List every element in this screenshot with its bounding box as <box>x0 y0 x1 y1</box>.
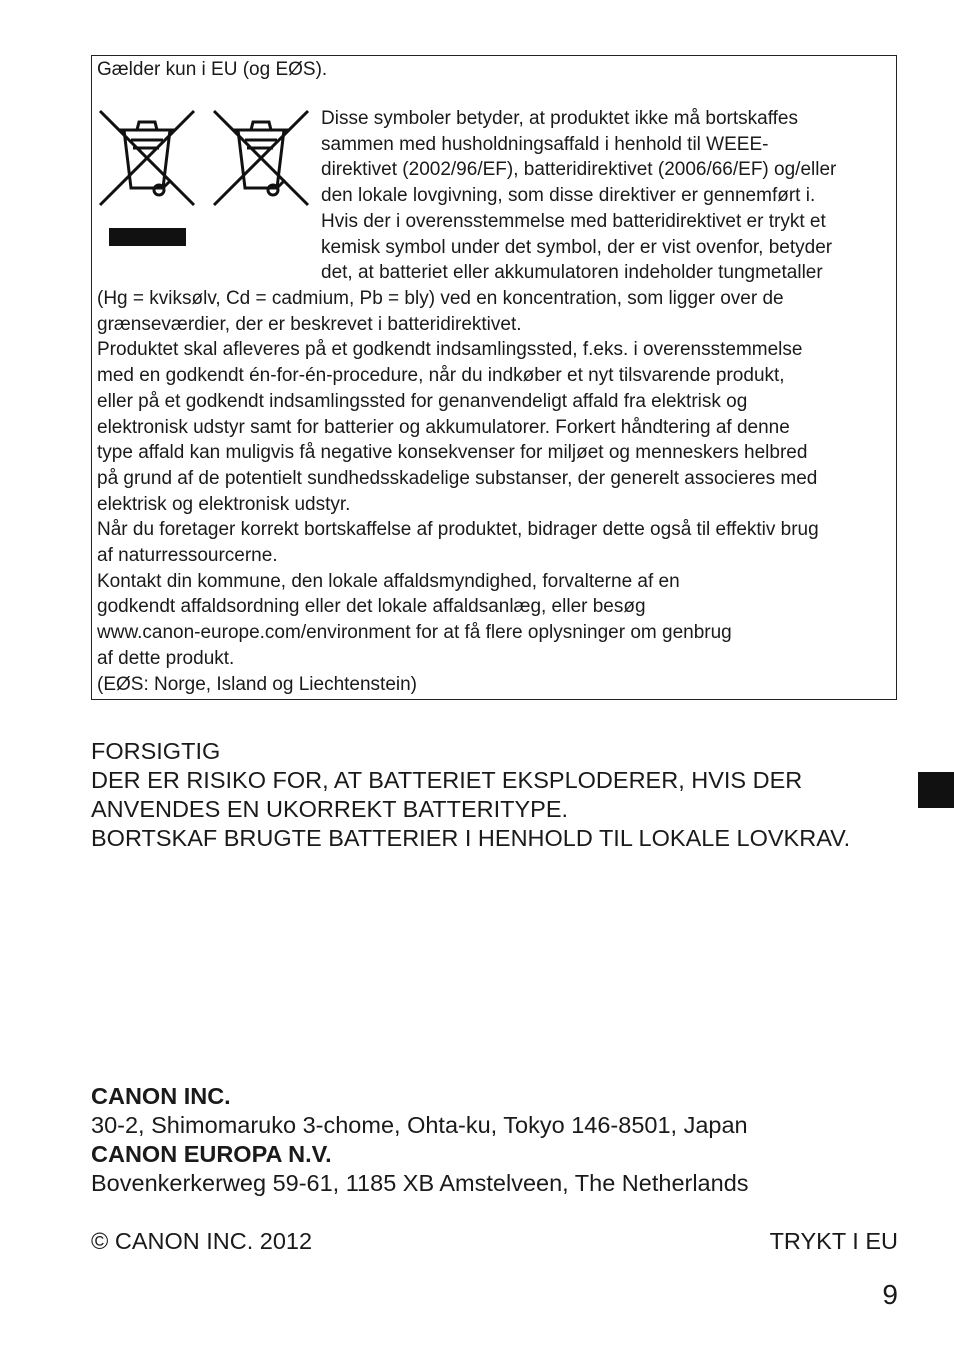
body-line: (EØS: Norge, Island og Liechtenstein) <box>97 673 418 695</box>
copyright-notice: © CANON INC. 2012 <box>91 1228 313 1254</box>
body-line: godkendt affaldsordning eller det lokale affaldsanlæg, eller besøg <box>97 596 646 618</box>
chemical-symbol-bar <box>109 228 186 246</box>
intro-line: den lokale lovgivning, som disse direktiver er gennemført i. <box>321 185 816 207</box>
intro-line: Disse symboler betyder, at produktet ikke må bortskaffes <box>321 108 798 129</box>
body-line: med en godkendt én-for-én-procedure, når du indkøber et nyt tilsvarende produkt, <box>97 365 785 387</box>
weee-heading: Gælder kun i EU (og EØS). <box>97 59 328 80</box>
warning-line: DER ER RISIKO FOR, AT BATTERIET EKSPLODERER, HVIS DER <box>91 767 803 793</box>
body-line: elektronisk udstyr samt for batterier og akkumulatorer. Forkert håndtering af denne <box>97 416 790 438</box>
page-number: 9 <box>882 1279 898 1310</box>
body-line: eller på et godkendt indsamlingssted for genanvendeligt affald fra elektrisk og <box>97 390 748 412</box>
body-line: af naturressourcerne. <box>97 545 278 567</box>
body-line: www.canon-europe.com/environment for at få flere oplysninger om genbrug <box>97 622 732 644</box>
body-line: af dette produkt. <box>97 647 235 669</box>
body-line: Kontakt din kommune, den lokale affaldsmyndighed, forvalterne af en <box>97 570 680 592</box>
crossed-out-wheelie-bin-icon <box>211 108 311 208</box>
body-line: grænseværdier, der er beskrevet i batteridirektivet. <box>97 313 522 335</box>
printed-in-notice: TRYKT I EU <box>769 1228 898 1254</box>
warning-line: ANVENDES EN UKORREKT BATTERITYPE. <box>91 796 569 822</box>
company-name: CANON EUROPA N.V. <box>91 1141 332 1167</box>
body-line: Produktet skal afleveres på et godkendt indsamlingssted, f.eks. i overensstemmelse <box>97 339 803 361</box>
weee-body-text <box>97 286 819 697</box>
warning-line: BORTSKAF BRUGTE BATTERIER I HENHOLD TIL LOKALE LOVKRAV. <box>91 825 851 851</box>
crossed-out-wheelie-bin-icon <box>97 108 197 208</box>
weee-intro-text <box>321 106 836 286</box>
company-addresses <box>91 1082 749 1198</box>
company-address: Bovenkerkerweg 59-61, 1185 XB Amstelveen, The Netherlands <box>91 1170 749 1196</box>
intro-line: Hvis der i overensstemmelse med batteridirektivet er trykt et <box>321 210 826 232</box>
body-line: type affald kan muligvis få negative konsekvenser for miljøet og menneskers helbred <box>97 442 808 464</box>
body-line: (Hg = kviksølv, Cd = cadmium, Pb = bly) ved en koncentration, som ligger over de <box>97 288 784 309</box>
body-line: elektrisk og elektronisk udstyr. <box>97 493 351 515</box>
body-line: Når du foretager korrekt bortskaffelse af produktet, bidrager dette også til effektiv brug <box>97 519 819 541</box>
weee-notice-box <box>91 55 897 700</box>
intro-line: det, at batteriet eller akkumulatoren indeholder tungmetaller <box>321 262 823 284</box>
warning-line: FORSIGTIG <box>91 738 221 764</box>
body-line: på grund af de potentielt sundhedsskadelige substanser, der generelt associeres med <box>97 467 818 489</box>
company-address: 30-2, Shimomaruko 3-chome, Ohta-ku, Tokyo 146-8501, Japan <box>91 1112 748 1138</box>
battery-warning <box>91 737 850 853</box>
intro-line: direktivet (2002/96/EF), batteridirektivet (2006/66/EF) og/eller <box>321 159 837 181</box>
section-tab-marker <box>918 772 954 808</box>
intro-line: kemisk symbol under det symbol, der er vist ovenfor, betyder <box>321 236 833 258</box>
intro-line: sammen med husholdningsaffald i henhold til WEEE- <box>321 133 769 155</box>
company-name: CANON INC. <box>91 1083 231 1109</box>
